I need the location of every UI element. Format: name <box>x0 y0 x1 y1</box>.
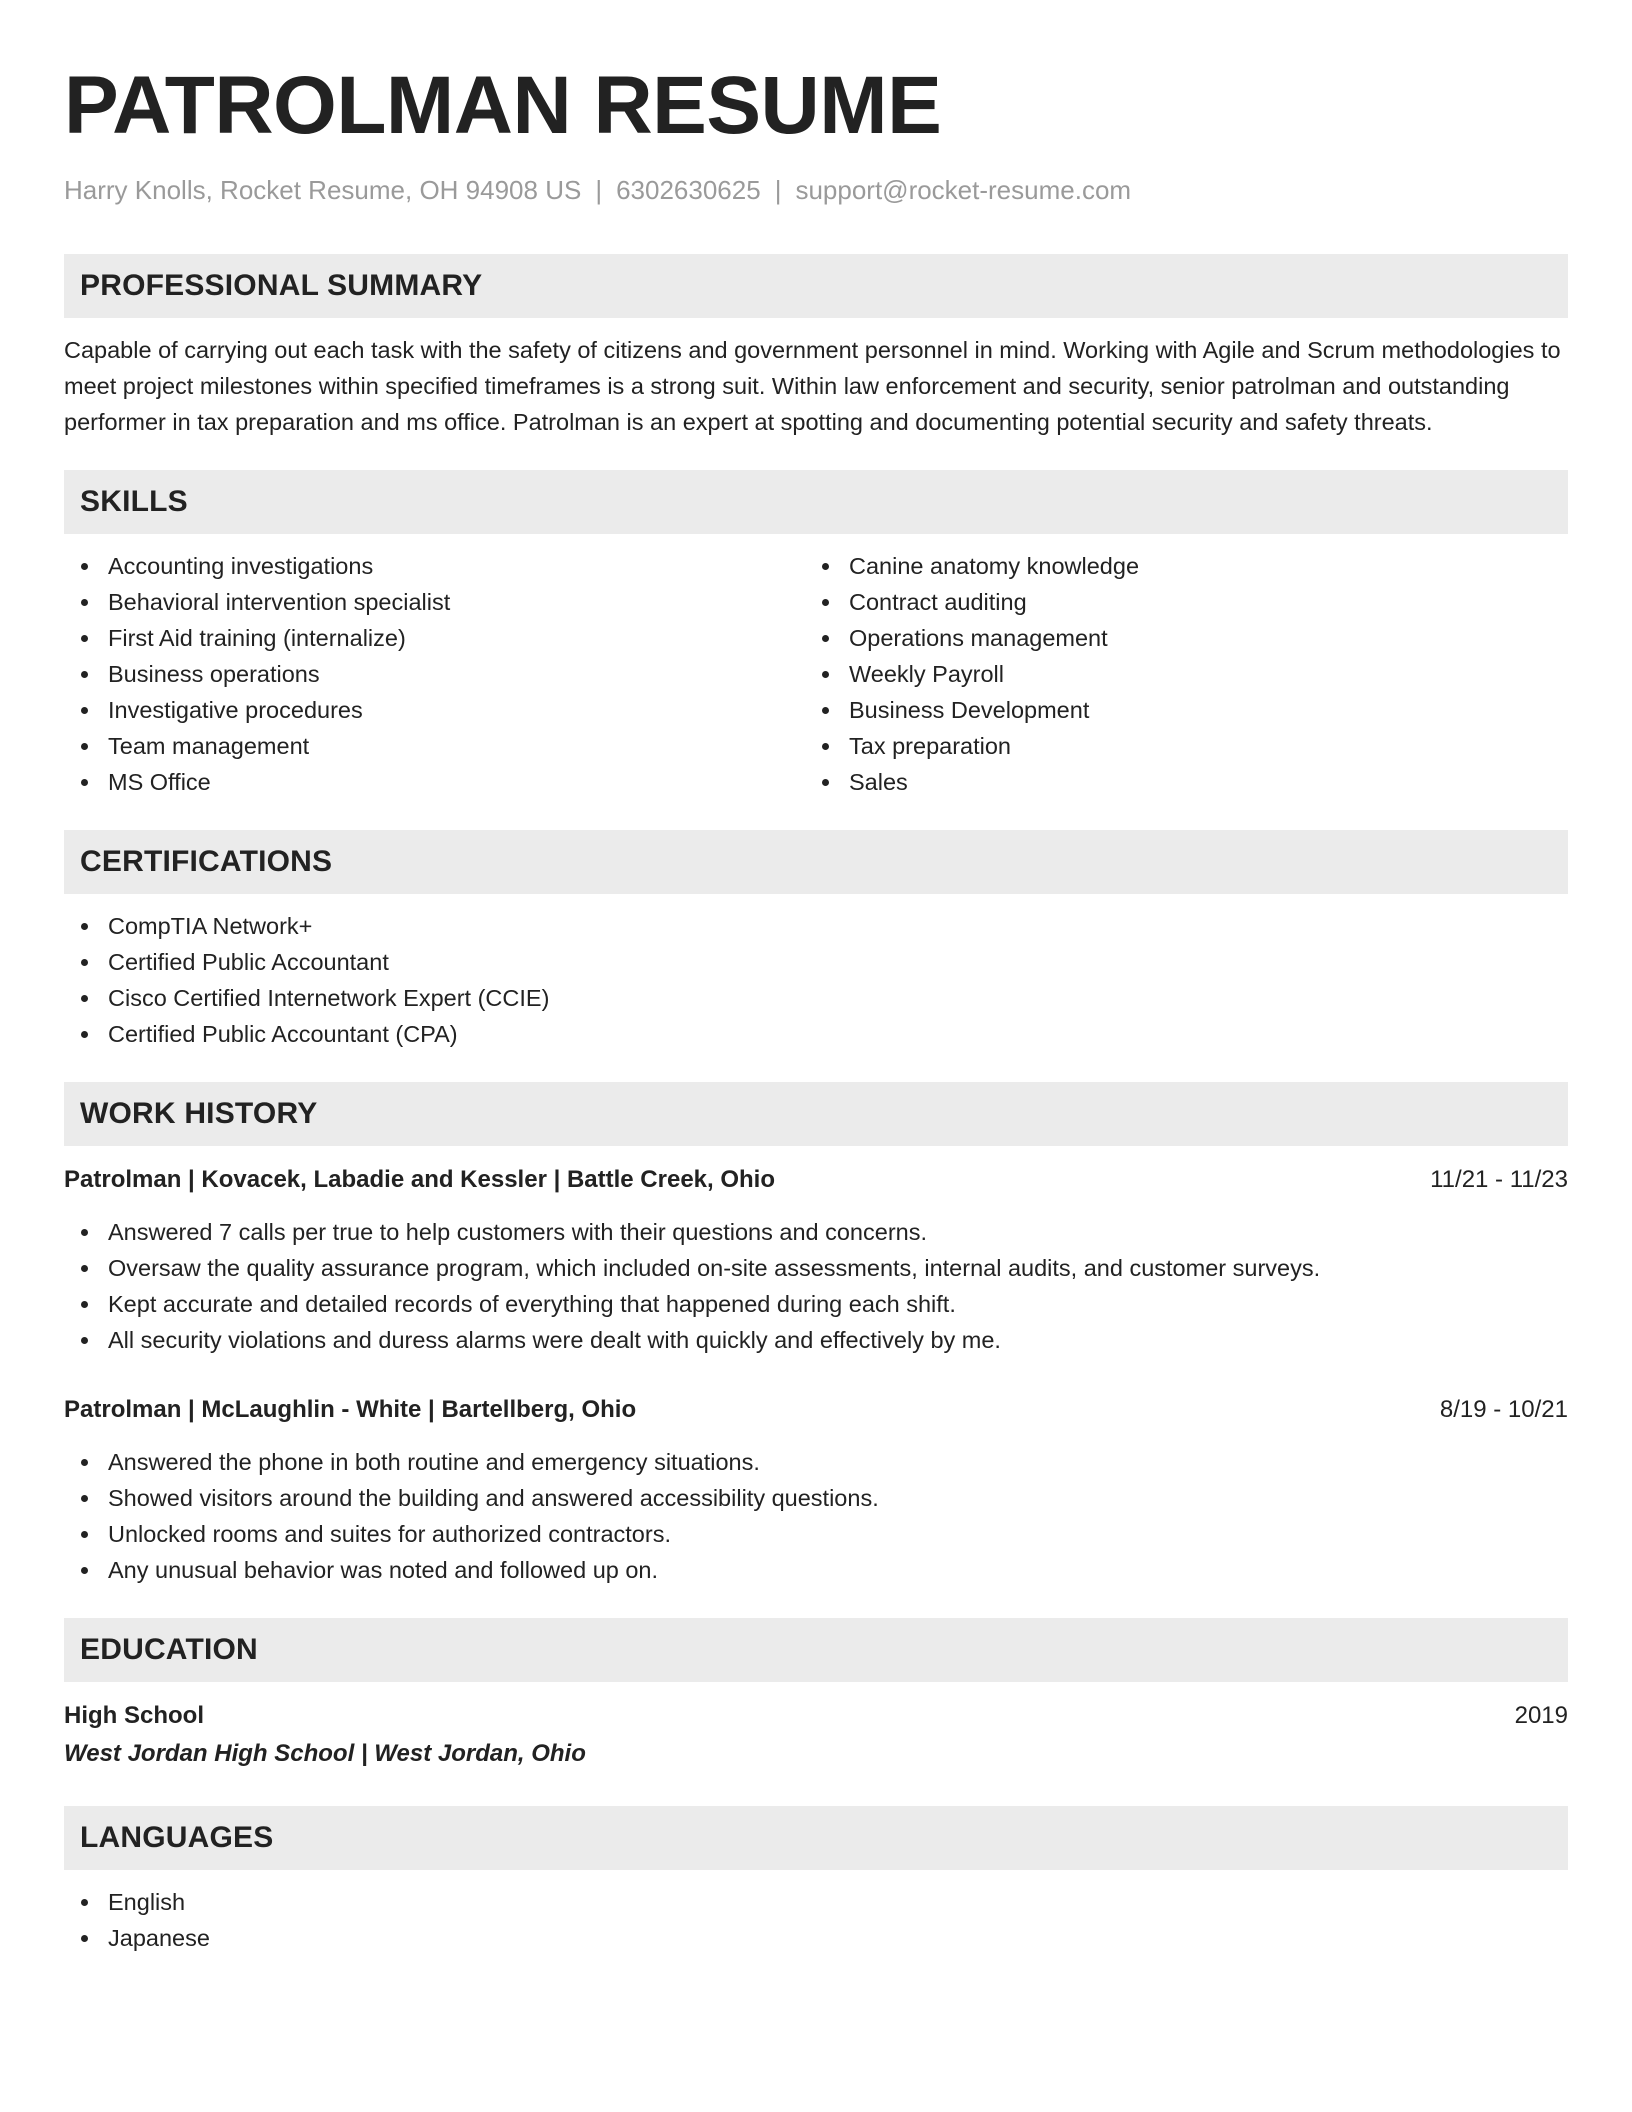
job-title: Patrolman | Kovacek, Labadie and Kessler | Battle Creek, Ohio <box>64 1166 776 1193</box>
skill-item: Operations management <box>805 620 1546 656</box>
contact-email: support@rocket-resume.com <box>795 175 1132 205</box>
certification-item: CompTIA Network+ <box>64 908 1568 944</box>
skill-item: Business operations <box>64 656 805 692</box>
education-section <box>64 1618 1568 1772</box>
work-history-section <box>64 1082 1568 1588</box>
job-bullet: Unlocked rooms and suites for authorized contractors. <box>64 1516 1568 1552</box>
skill-item: First Aid training (internalize) <box>64 620 805 656</box>
skill-item: Team management <box>64 728 805 764</box>
certifications-heading: CERTIFICATIONS <box>64 830 1568 894</box>
certification-item: Certified Public Accountant <box>64 944 1568 980</box>
language-item: Japanese <box>64 1920 1568 1956</box>
education-header <box>64 1698 1568 1734</box>
contact-separator: | <box>774 175 782 205</box>
job-bullet: Showed visitors around the building and answered accessibility questions. <box>64 1480 1568 1516</box>
education-degree: High School <box>64 1702 204 1729</box>
skill-item: Business Development <box>805 692 1546 728</box>
education-school: West Jordan High School | West Jordan, Ohio <box>64 1740 586 1767</box>
job-bullet: Any unusual behavior was noted and followed up on. <box>64 1552 1568 1588</box>
languages-section <box>64 1806 1568 1956</box>
skill-item: Sales <box>805 764 1546 800</box>
job-entry <box>64 1392 1568 1588</box>
skills-heading: SKILLS <box>64 470 1568 534</box>
job-bullet: All security violations and duress alarms were dealt with quickly and effectively by me. <box>64 1322 1568 1358</box>
skill-item: Weekly Payroll <box>805 656 1546 692</box>
skills-section <box>64 470 1568 800</box>
contact-separator: | <box>595 175 603 205</box>
job-dates: 8/19 - 10/21 <box>1439 1396 1568 1423</box>
skills-grid <box>64 548 1568 800</box>
certifications-list <box>64 908 1568 1052</box>
skills-list-left <box>64 548 805 800</box>
skill-item: Contract auditing <box>805 584 1546 620</box>
education-heading: EDUCATION <box>64 1618 1568 1682</box>
certifications-section <box>64 830 1568 1052</box>
summary-text: Capable of carrying out each task with the safety of citizens and government personnel in mind. Working with Agile and Scrum methodologies to meet project milestones within specified timeframes is a strong suit. Within law enforcement and security, senior patrolman and outstanding performer in tax preparation and ms office. Patrolman is an expert at spotting and documenting potential security and safety threats. <box>64 337 1561 435</box>
job-bullets <box>64 1214 1568 1358</box>
work-history-heading: WORK HISTORY <box>64 1082 1568 1146</box>
education-year: 2019 <box>1514 1702 1568 1729</box>
summary-heading: PROFESSIONAL SUMMARY <box>64 254 1568 318</box>
language-item: English <box>64 1884 1568 1920</box>
summary-section <box>64 254 1568 440</box>
contact-address: Harry Knolls, Rocket Resume, OH 94908 US <box>64 175 582 205</box>
contact-line <box>64 172 1568 208</box>
job-bullet: Oversaw the quality assurance program, which included on-site assessments, internal audits, and customer surveys. <box>64 1250 1568 1286</box>
certification-item: Certified Public Accountant (CPA) <box>64 1016 1568 1052</box>
job-bullets <box>64 1444 1568 1588</box>
job-header <box>64 1162 1568 1198</box>
skills-list-right <box>805 548 1546 800</box>
job-dates: 11/21 - 11/23 <box>1430 1166 1568 1193</box>
languages-heading: LANGUAGES <box>64 1806 1568 1870</box>
job-header <box>64 1392 1568 1428</box>
contact-phone: 6302630625 <box>616 175 761 205</box>
job-bullet: Answered the phone in both routine and emergency situations. <box>64 1444 1568 1480</box>
skill-item: Behavioral intervention specialist <box>64 584 805 620</box>
skill-item: MS Office <box>64 764 805 800</box>
skill-item: Canine anatomy knowledge <box>805 548 1546 584</box>
job-entry <box>64 1162 1568 1358</box>
job-bullet: Kept accurate and detailed records of everything that happened during each shift. <box>64 1286 1568 1322</box>
certification-item: Cisco Certified Internetwork Expert (CCIE) <box>64 980 1568 1016</box>
languages-list <box>64 1884 1568 1956</box>
skill-item: Accounting investigations <box>64 548 805 584</box>
job-title: Patrolman | McLaughlin - White | Bartellberg, Ohio <box>64 1396 637 1423</box>
skill-item: Investigative procedures <box>64 692 805 728</box>
skill-item: Tax preparation <box>805 728 1546 764</box>
resume-title: PATROLMAN RESUME <box>64 60 942 151</box>
job-bullet: Answered 7 calls per true to help customers with their questions and concerns. <box>64 1214 1568 1250</box>
